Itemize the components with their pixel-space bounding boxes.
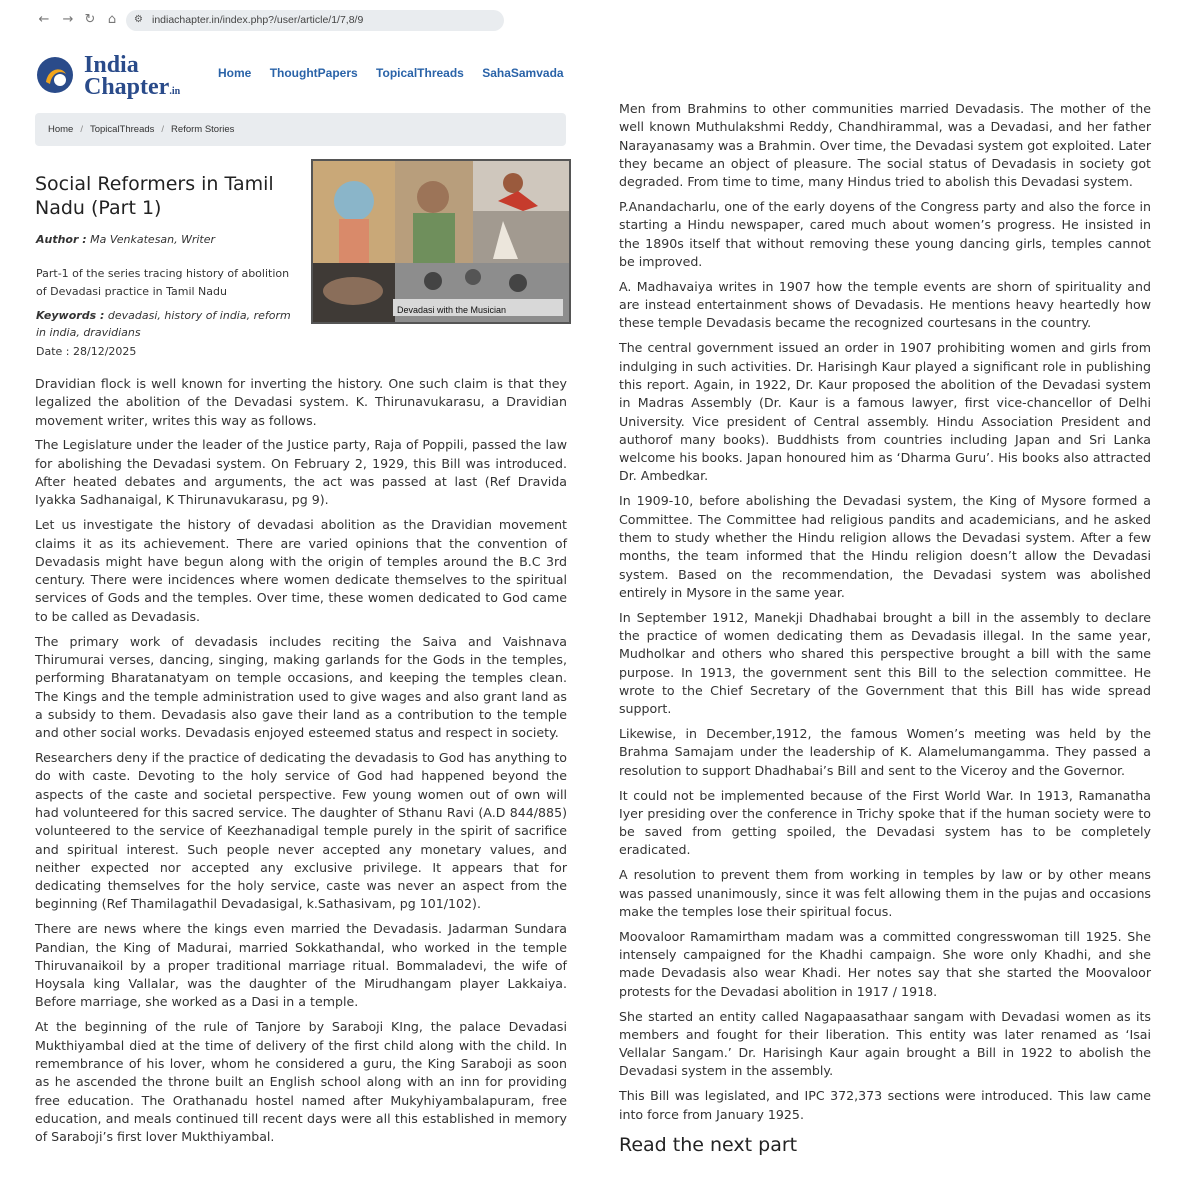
logo-emblem-icon — [36, 56, 74, 94]
author-name: Ma Venkatesan, Writer — [90, 233, 215, 246]
forward-arrow-icon[interactable]: → — [62, 12, 74, 27]
nav-thoughtpapers[interactable]: ThoughtPapers — [269, 66, 358, 80]
paragraph: Let us investigate the history of devadasi abolition as the Dravidian movement claims it as its achievement. There are varied opinions that the convention of Devadasis might have begun along with the origin of temples around the B.C 3rd century. There were incidences where women dedicate themselves to the spiritual services of Gods and the temples. Over time, these women dedicated to God came to be called as Devadasis. — [35, 517, 567, 624]
paragraph: The central government issued an order in 1907 prohibiting women and girls from indulging in such activities. Dr. Harisingh Kaur played a significant role in publishing this report. Again, in 1922, Dr. Kaur proposed the abolition of the Devadasi system in Madras Assembly (Dr. Kaur is a famous lawyer, first vice-chancellor of Delhi University. Vice president of Central assembly. Hindu Association President and authorof many books). Buddhists from countries including Japan and Sri Lanka welcome his books. Japan honoured him as ‘Dharma Guru’. His books also attracted Dr. Ambedkar. — [619, 340, 1151, 484]
breadcrumb-topicalthreads[interactable]: TopicalThreads — [89, 124, 155, 135]
address-bar[interactable] — [126, 10, 504, 31]
url-text: indiachapter.in/index.php?/user/article/1/7,8/9 — [152, 14, 364, 26]
paragraph: She started an entity called Nagapaasathaar sangam with Devadasi women as its members and fought for their liberation. This entity was later renamed as ‘Isai Vellalar Sangam.’ Dr. Harisingh Kaur again brought a Bill in 1922 to abolish the Devadasi system in the assembly. — [619, 1008, 1151, 1079]
paragraph: This Bill was legislated, and IPC 372,373 sections were introduced. This law came into force from January 1925. — [619, 1088, 1151, 1122]
paragraph: A. Madhavaiya writes in 1907 how the temple events are shorn of spirituality and are instead entertainment shows of Devadasis. He mentions heavy heartedly how these temple Devadasis became the recognized courtesans in the country. — [619, 278, 1151, 331]
breadcrumb-current: Reform Stories — [171, 124, 235, 135]
article-title: Social Reformers in Tamil Nadu (Part 1) — [35, 173, 274, 219]
logo-line1: India — [84, 52, 139, 78]
paragraph: Likewise, in December,1912, the famous Women’s meeting was held by the Brahma Samajam under the leadership of K. Alamelumangammа. They passed a resolution to support Dhadhabai’s Bill and sent to the Viceroy and the Governor. — [619, 726, 1151, 778]
collage-illustration — [313, 161, 569, 322]
nav-topicalthreads[interactable]: TopicalThreads — [376, 66, 464, 80]
paragraph: At the beginning of the rule of Tanjore by Saraboji KIng, the palace Devadasi Mukthiyambal died at the time of delivery of the first child along with the child. In remembrance of his lover, whom he considered a guru, the King Saraboji as soon as he ascended the throne built an English school along with an inn for providing free education. The Orathanadu hostel named after Mukyhiyambalapuram, free education, and meals continued till recent days were all this established in memory of Saraboji’s first lover Mukthiyambal. — [35, 1019, 567, 1145]
keywords-list: devadasi, history of india, reform in india, dravidians — [36, 309, 291, 339]
breadcrumb-home[interactable]: Home — [48, 124, 74, 135]
reload-icon[interactable]: ↻ — [84, 12, 96, 27]
site-info-icon[interactable]: ⚙ — [134, 14, 143, 25]
nav-sahasamvada[interactable]: SahaSamvada — [482, 66, 564, 80]
breadcrumb: Home / TopicalThreads / Reform Stories — [35, 113, 566, 146]
paragraph: In September 1912, Manekji Dhadhabai brought a bill in the assembly to declare the practice of women dedicating them as Devadasis illegal. In the same year, Mudholkar and others who shared this perspective brought a bill with the same purpose. In 1913, the government sent this Bill to the selection committee. He wrote to the Chief Secretary of the Government that this Bill has wide spread support. — [619, 609, 1151, 717]
article-body-right — [619, 100, 1151, 1131]
keywords-label: Keywords : — [36, 309, 105, 322]
paragraph: Researchers deny if the practice of dedicating the devadasis to God has anything to do with caste. Devoting to the holy service of God had happened beyond the aspects of the caste and societal perspective. Few young women out of own will had volunteered for this sacred service. The daughter of Sthanu Ravi (A.D 844/885) volunteered to the service of Keezhanadigal temple purely in the spirit of sacrifice and spiritual interest. Such people never accepted any monetary values, and neither expected nor accepted any exclusive privilege. It appears that for dedicating themselves for the holy service, caste was never an aspect from the beginning (Ref Thamilagathil Devadasigal, k.Sathasivam, pg 101/102). — [35, 750, 567, 912]
author-label: Author : — [36, 233, 87, 246]
article-date: Date : 28/12/2025 — [36, 345, 137, 358]
article-summary: Part-1 of the series tracing history of abolition of Devadasi practice in Tamil Nadu — [36, 267, 290, 298]
article-keywords — [36, 307, 298, 341]
logo-line2: Chapter.in — [84, 74, 181, 100]
article-hero-image — [311, 159, 571, 324]
paragraph: The primary work of devadasis includes reciting the Saiva and Vaishnava Thirumurai verses, dancing, singing, making garlands for the Gods in the temples, performing Bharatanatyam on temple occasions, and keeping the temples clean. The Kings and the temple administration used to give wages and also grant land as a subsidy to them. Devadasis also gave their land as a contribution to the temple and other social works. Devadasis enjoyed esteemed status and respect in society. — [35, 633, 567, 741]
paragraph: P.Anandacharlu, one of the early doyens of the Congress party and also the force in starting a Hindu newspaper, cared much about women’s progress. He insisted in the 1890s itself that without removing these young dancing girls, temples cannot be improved. — [619, 199, 1151, 269]
read-next-part-link[interactable]: Read the next part — [619, 1134, 798, 1156]
paragraph: Moovaloor Ramamirtham madam was a committed congresswoman till 1925. She intensely campaigned for the Khadhi campaign. She wore only Khadhi, and she made Devadasis also wear Khadi. Her notes say that she started the Moovaloor protests for the Devadasi abolition in 1917 / 1918. — [619, 928, 1151, 999]
paragraph: It could not be implemented because of the First World War. In 1913, Ramanatha Iyer presiding over the conference in Trichy spoke that if the human society were to be saved from getting spoiled, the Devadasi system has to be completely eradicated. — [619, 787, 1151, 858]
paragraph: The Legislature under the leader of the Justice party, Raja of Poppili, passed the law for abolishing the Devadasi system. On February 2, 1929, this Bill was introduced. After heated debates and arguments, the act was passed at last (Ref Dravida Iyakka Sadhanaigal, K Thirunavukarasu, pg 9). — [35, 437, 567, 508]
paragraph: Dravidian flock is well known for inverting the history. One such claim is that they legalized the abolition of the Devadasi system. K. Thirunavukarasu, a Dravidian movement writer, writes this way as follows. — [35, 376, 567, 428]
browser-toolbar — [0, 0, 1185, 40]
back-arrow-icon[interactable]: ← — [38, 12, 50, 27]
main-nav — [218, 66, 579, 80]
nav-home[interactable]: Home — [218, 66, 252, 80]
paragraph: Men from Brahmins to other communities married Devadasis. The mother of the well known Muthulakshmi Reddy, Chandhirammal, was a Devadasi, and her father Narayanasamy was a Brahmin. Over time, the Devadasi system got exploited. Later they became an object of pleasure. The social status of Devadasis in society got degraded. From time to time, many Hindus tried to abolish this Devadasi system. — [619, 101, 1151, 190]
article-body-left — [35, 375, 567, 1153]
paragraph: In 1909-10, before abolishing the Devadasi system, the King of Mysore formed a Committee. The Committee had religious pandits and academicians, and he asked them to study whether the Hindu religion allows the Devadasi system. After a few months, the team informed that the Hindu religion doesn’t allow the Devadasi system. Based on the recommendation, the Devadasi system was abolished entirely in Mysore in the same year. — [619, 493, 1151, 600]
home-icon[interactable]: ⌂ — [107, 12, 117, 27]
image-caption: Devadasi with the Musician — [397, 305, 507, 315]
site-logo[interactable] — [36, 52, 181, 100]
paragraph: There are news where the kings even married the Devadasis. Jadarman Sundara Pandian, the King of Madurai, married Sokkathandal, who worked in the temple Thiruvanaikoil by a proper traditional marriage ritual. Bommaladevi, the wife of Hoysala king Vallalar, was the daughter of the Mirudhangam player Lakkaiya. Before marriage, she worked as a Dasi in a temple. — [35, 921, 567, 1010]
paragraph: A resolution to prevent them from working in temples by law or by other means was passed unanimously, since it was felt allowing them in the pujas and occasions make the temples lose their spiritual focus. — [619, 867, 1151, 919]
article-author — [36, 233, 215, 246]
logo-suffix: .in — [169, 86, 181, 97]
